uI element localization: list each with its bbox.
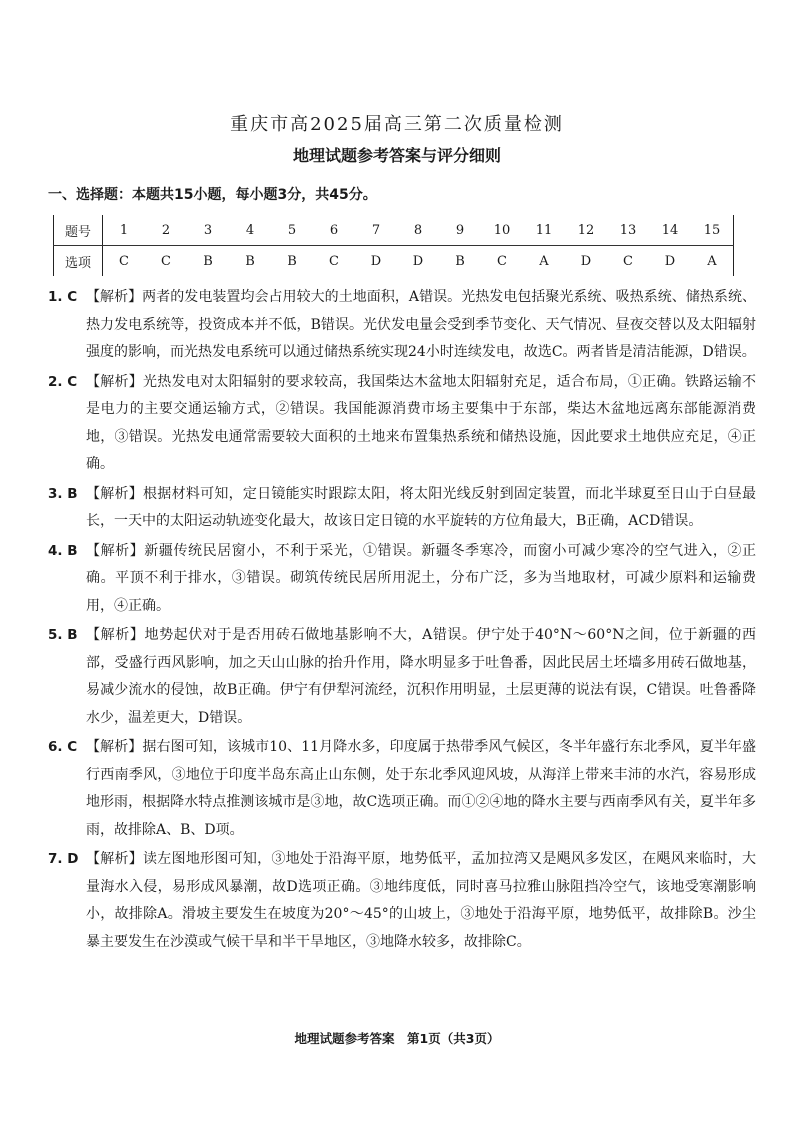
item-number: 4. B xyxy=(48,542,78,559)
item-text: 【解析】两者的发电装置均会占用较大的土地面积，A错误。光热发电包括聚光系统、吸热系统、储热系统、热力发电系统等，投资成本并不低，B错误。光伏发电量会受到季节变化、天气情况、昼夜交替以及太阳辐射强度的影响，而光热发电系统可以通过储热系统实现24小时连续发电，故选C。两者皆是清洁能源，D错误。 xyxy=(86,289,756,360)
explanation-item xyxy=(48,538,756,621)
answer-table-number-row xyxy=(54,215,734,246)
answer-option: C xyxy=(119,253,129,269)
answer-table xyxy=(53,215,734,276)
question-number: 11 xyxy=(523,215,565,246)
explanation-item xyxy=(48,846,756,956)
explanation-item xyxy=(48,622,756,732)
answer-option: B xyxy=(455,253,465,269)
answer-option: D xyxy=(370,253,382,269)
question-number: 10 xyxy=(481,215,523,246)
exam-title: 重庆市高2025届高三第二次质量检测 xyxy=(230,114,564,135)
item-number: 1. C xyxy=(48,289,78,305)
item-text: 【解析】地势起伏对于是否用砖石做地基影响不大，A错误。伊宁处于40°N～60°N之间，位于新疆的西部，受盛行西风影响，加之天山山脉的抬升作用，降水明显多于吐鲁番，因此民居土坯墙多用砖石做地基，易减少流水的侵蚀，故B正确。伊宁有伊犁河流经，沉积作用明显，土层更薄的说法有误，C错误。吐鲁番降水少，温差更大，D错误。 xyxy=(86,627,756,726)
question-number: 6 xyxy=(313,215,355,246)
question-number: 12 xyxy=(565,215,607,246)
explanation-item xyxy=(48,734,756,844)
answer-option: D xyxy=(580,253,592,269)
question-number: 7 xyxy=(355,215,397,246)
exam-subtitle: 地理试题参考答案与评分细则 xyxy=(292,146,501,165)
answer-option: C xyxy=(497,253,507,269)
answer-option: B xyxy=(245,253,255,269)
question-number: 15 xyxy=(691,215,734,246)
item-number: 3. B xyxy=(48,485,78,502)
item-text: 【解析】光热发电对太阳辐射的要求较高，我国柴达木盆地太阳辐射充足，适合布局，①正确。铁路运输不是电力的主要交通运输方式，②错误。我国能源消费市场主要集中于东部，柴达木盆地远离东部能源消费地，③错误。光热发电通常需要较大面积的土地来布置集热系统和储热设施，因此要求土地供应充足，④正确。 xyxy=(86,373,756,472)
question-number: 5 xyxy=(271,215,313,246)
row-label-option: 选项 xyxy=(54,246,103,277)
answer-option: B xyxy=(203,253,213,269)
answer-option: C xyxy=(329,253,339,269)
question-number: 13 xyxy=(607,215,649,246)
answer-option: A xyxy=(691,246,734,277)
question-number: 9 xyxy=(439,215,481,246)
question-number: 14 xyxy=(649,215,691,246)
item-text: 【解析】根据材料可知，定日镜能实时跟踪太阳，将太阳光线反射到固定装置，而北半球夏至日山于白昼最长，一天中的太阳运动轨迹变化最大，故该日定日镜的水平旋转的方位角最大，B正确，ACD错误。 xyxy=(86,485,756,529)
answer-table-option-row xyxy=(54,246,734,277)
item-text: 【解析】读左图地形图可知，③地处于沿海平原，地势低平，孟加拉湾又是飓风多发区，在飓风来临时，大量海水入侵，易形成风暴潮，故D选项正确。③地纬度低，同时喜马拉雅山脉阻挡冷空气，该地受寒潮影响小，故排除A。滑坡主要发生在坡度为20°～45°的山坡上，③地处于沿海平原，地势低平，故排除B。沙尘暴主要发生在沙漠或气候干旱和半干旱地区，③地降水较多，故排除C。 xyxy=(86,851,756,950)
item-number: 6. C xyxy=(48,739,78,755)
question-number: 4 xyxy=(229,215,271,246)
item-number: 2. C xyxy=(48,373,78,390)
answer-option: D xyxy=(664,253,676,269)
explanation-list xyxy=(48,284,756,958)
page-footer: 地理试题参考答案 第1页（共3页） xyxy=(294,1031,500,1046)
section-heading: 一、选择题：本题共15小题，每小题3分，共45分。 xyxy=(48,187,377,203)
question-number: 8 xyxy=(397,215,439,246)
answer-option: B xyxy=(287,253,297,269)
answer-option: A xyxy=(539,253,549,269)
answer-option: C xyxy=(161,253,171,269)
explanation-item xyxy=(48,284,756,367)
item-text: 【解析】据右图可知，该城市10、11月降水多，印度属于热带季风气候区，冬半年盛行东北季风，夏半年盛行西南季风，③地位于印度半岛东高止山东侧，处于东北季风迎风坡，从海洋上带来丰沛的水汽，容易形成地形雨，根据降水特点推测该城市是③地，故C选项正确。而①②④地的降水主要与西南季风有关，夏半年多雨，故排除A、B、D项。 xyxy=(86,739,756,838)
item-number: 7. D xyxy=(48,851,79,867)
question-number: 2 xyxy=(145,215,187,246)
item-text: 【解析】新疆传统民居窗小，不利于采光，①错误。新疆冬季寒冷，而窗小可减少寒冷的空气进入，②正确。平顶不利于排水，③错误。砌筑传统民居所用泥土，分布广泛，多为当地取材，可减少原料和运输费用，④正确。 xyxy=(86,542,756,614)
answer-option: D xyxy=(412,253,424,269)
question-number: 3 xyxy=(187,215,229,246)
item-number: 5. B xyxy=(48,627,78,643)
answer-option: C xyxy=(623,253,633,269)
question-number: 1 xyxy=(103,215,146,246)
explanation-item xyxy=(48,369,756,479)
explanation-item xyxy=(48,481,756,536)
row-label-number: 题号 xyxy=(54,215,103,246)
